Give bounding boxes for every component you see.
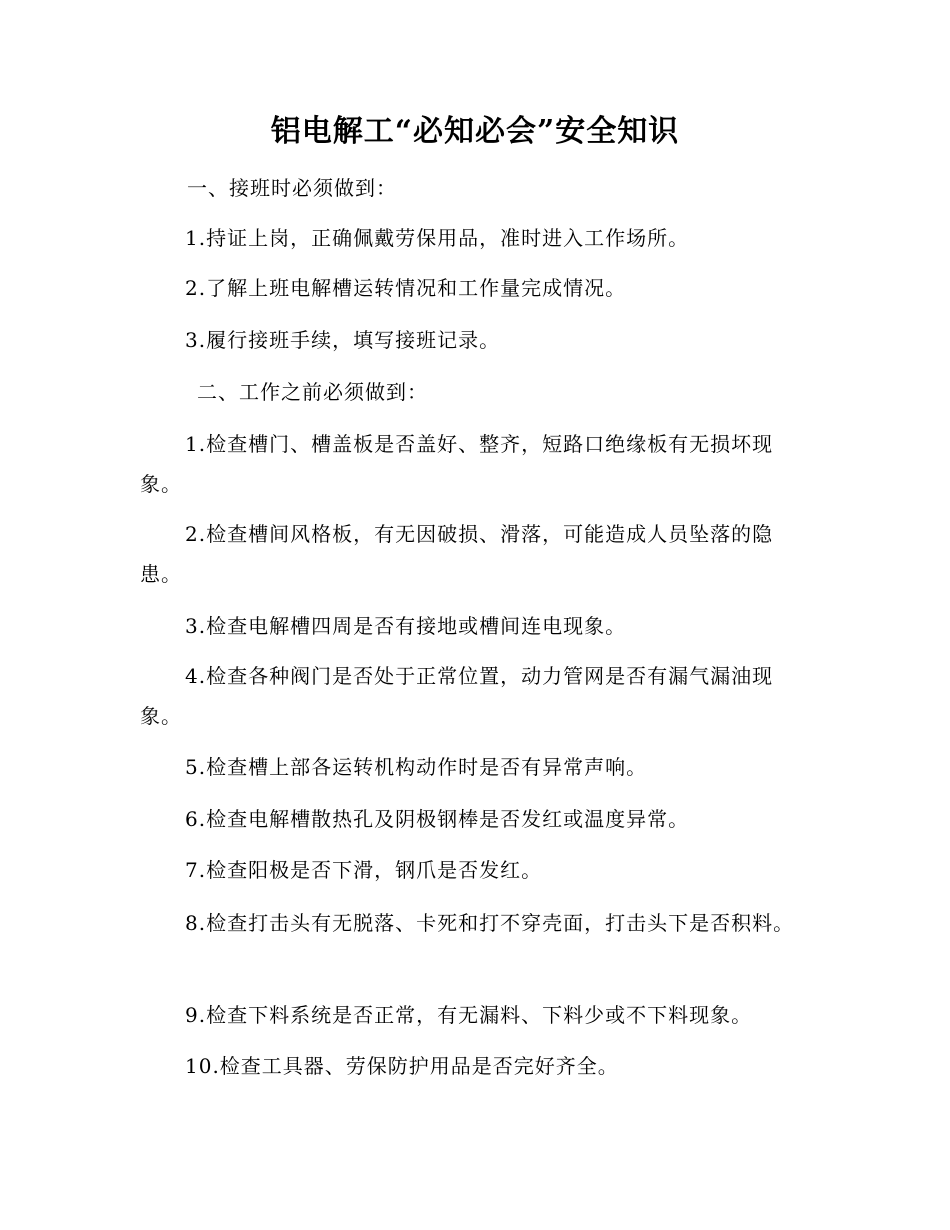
list-item: 7.检查阳极是否下滑，钢爪是否发红。 — [185, 858, 543, 882]
section-heading: 一、接班时必须做到： — [187, 176, 397, 200]
list-item: 1.检查槽门、槽盖板是否盖好、整齐，短路口绝缘板有无损坏现象。 — [140, 432, 774, 496]
list-item: 2.了解上班电解槽运转情况和工作量完成情况。 — [185, 276, 627, 300]
list-item: 9.检查下料系统是否正常，有无漏料、下料少或不下料现象。 — [185, 1003, 753, 1027]
list-item: 3.履行接班手续，填写接班记录。 — [185, 328, 501, 352]
list-item: 8.检查打击头有无脱落、卡死和打不穿壳面，打击头下是否积料。 — [185, 911, 795, 935]
list-item: 2.检查槽间风格板，有无因破损、滑落，可能造成人员坠落的隐患。 — [140, 522, 774, 586]
section-heading: 二、工作之前必须做到： — [197, 380, 428, 404]
document-title: 铝电解工“必知必会”安全知识 — [270, 114, 680, 149]
list-item: 10.检查工具器、劳保防护用品是否完好齐全。 — [185, 1054, 619, 1078]
list-item: 5.检查槽上部各运转机构动作时是否有异常声响。 — [185, 755, 648, 779]
list-item: 6.检查电解槽散热孔及阴极钢棒是否发红或温度异常。 — [185, 807, 690, 831]
list-item: 3.检查电解槽四周是否有接地或槽间连电现象。 — [185, 614, 627, 638]
list-item: 4.检查各种阀门是否处于正常位置，动力管网是否有漏气漏油现象。 — [140, 664, 774, 728]
list-item: 1.持证上岗，正确佩戴劳保用品，准时进入工作场所。 — [185, 226, 690, 250]
